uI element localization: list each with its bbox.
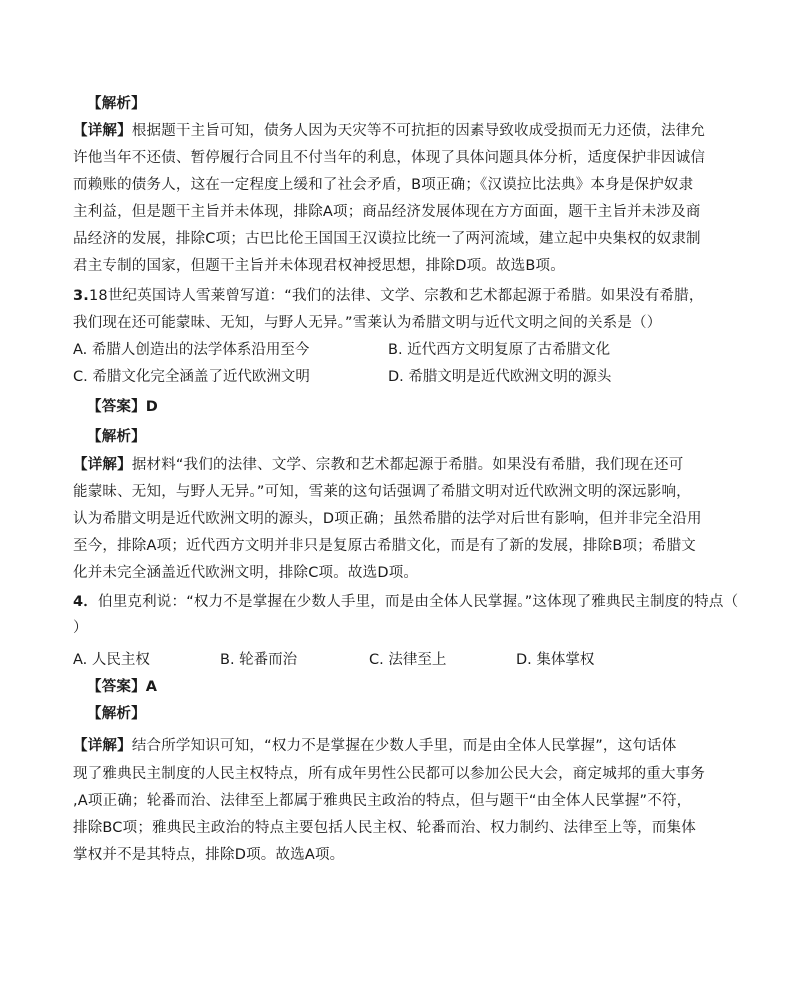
q4-option-d: D. 集体掌权 [516,652,595,668]
q4-detail-line-1: 【详解】结合所学知识可知，“权力不是掌握在少数人手里，而是由全体人民掌握”，这句话体 [73,738,677,754]
q3-option-a: A. 希腊人创造出的法学体系沿用至今 [73,342,310,358]
q2-detail-line-3: 而赖账的债务人，这在一定程度上缓和了社会矛盾，B项正确；《汉谟拉比法典》本身是保护奴隶 [73,177,694,193]
q3-detail-tag: 【详解】 [73,457,132,473]
q4-detail-line-4: 排除BC项；雅典民主政治的特点主要包括人民主权、轮番而治、权力制约、法律至上等，而集体 [73,820,696,836]
q4-detail-tag: 【详解】 [73,738,132,754]
q2-detail-line-6: 君主专制的国家，但题干主旨并未体现君权神授思想，排除D项。故选B项。 [73,258,565,274]
q3-detail-line-4: 至今，排除A项；近代西方文明并非只是复原古希腊文化，而是有了新的发展，排除B项；希腊文 [73,538,696,554]
q3-stem-line-2: 我们现在还可能蒙昧、无知，与野人无异。”雪莱认为希腊文明与近代文明之间的关系是（） [73,315,662,331]
q4-stem-line-2: ） [73,620,88,636]
q4-detail-line-5: 掌权并不是其特点，排除D项。故选A项。 [73,847,345,863]
q4-stem-line-1: 4．伯里克利说：“权力不是掌握在少数人手里，而是由全体人民掌握。”这体现了雅典民主制度的特点（ [73,594,739,610]
q3-answer: 【答案】D [87,399,159,415]
q3-number: 3. [73,288,89,304]
q4-detail-line-2: 现了雅典民主制度的人民主权特点，所有成年男性公民都可以参加公民大会，商定城邦的重大事务 [73,766,706,782]
q4-number: 4． [73,594,98,610]
q2-detail-line-1: 【详解】根据题干主旨可知，债务人因为天灾等不可抗拒的因素导致收成受损而无力还债，法律允 [73,123,706,139]
q3-option-b: B. 近代西方文明复原了古希腊文化 [388,342,611,358]
q2-analysis-heading: 【解析】 [87,96,146,112]
q3-analysis-heading: 【解析】 [87,429,146,445]
q4-detail-line-3: ,A项正确；轮番而治、法律至上都属于雅典民主政治的特点，但与题干“由全体人民掌握”不符， [73,793,692,809]
q3-detail-line-3: 认为希腊文明是近代欧洲文明的源头，D项正确；虽然希腊的法学对后世有影响，但并非完全沿用 [73,511,702,527]
q4-answer: 【答案】A [87,679,158,695]
q3-detail-line-5: 化并未完全涵盖近代欧洲文明，排除C项。故选D项。 [73,565,419,581]
q2-detail-tag: 【详解】 [73,123,132,139]
q3-stem-line-1: 3.18世纪英国诗人雪莱曾写道：“我们的法律、文学、宗教和艺术都起源于希腊。如果没有希腊， [73,288,704,304]
q3-option-d: D. 希腊文明是近代欧洲文明的源头 [388,369,612,385]
q3-option-c: C. 希腊文化完全涵盖了近代欧洲文明 [73,369,310,385]
q2-detail-line-2: 许他当年不还债、暂停履行合同且不付当年的利息，体现了具体问题具体分析，适度保护非因诚信 [73,150,706,166]
q3-detail-line-2: 能蒙昧、无知，与野人无异。”可知，雪莱的这句话强调了希腊文明对近代欧洲文明的深远影响， [73,484,691,500]
q4-option-c: C. 法律至上 [369,652,447,668]
q4-analysis-heading: 【解析】 [87,706,146,722]
q2-detail-line-5: 品经济的发展，排除C项；古巴比伦王国国王汉谟拉比统一了两河流域，建立起中央集权的奴隶制 [73,231,701,247]
q3-detail-line-1: 【详解】据材料“我们的法律、文学、宗教和艺术都起源于希腊。如果没有希腊，我们现在还可 [73,457,684,473]
q2-detail-line-4: 主利益，但是题干主旨并未体现，排除A项；商品经济发展体现在方方面面，题干主旨并未涉及商 [73,204,701,220]
q4-option-b: B. 轮番而治 [220,652,298,668]
q4-option-a: A. 人民主权 [73,652,150,668]
